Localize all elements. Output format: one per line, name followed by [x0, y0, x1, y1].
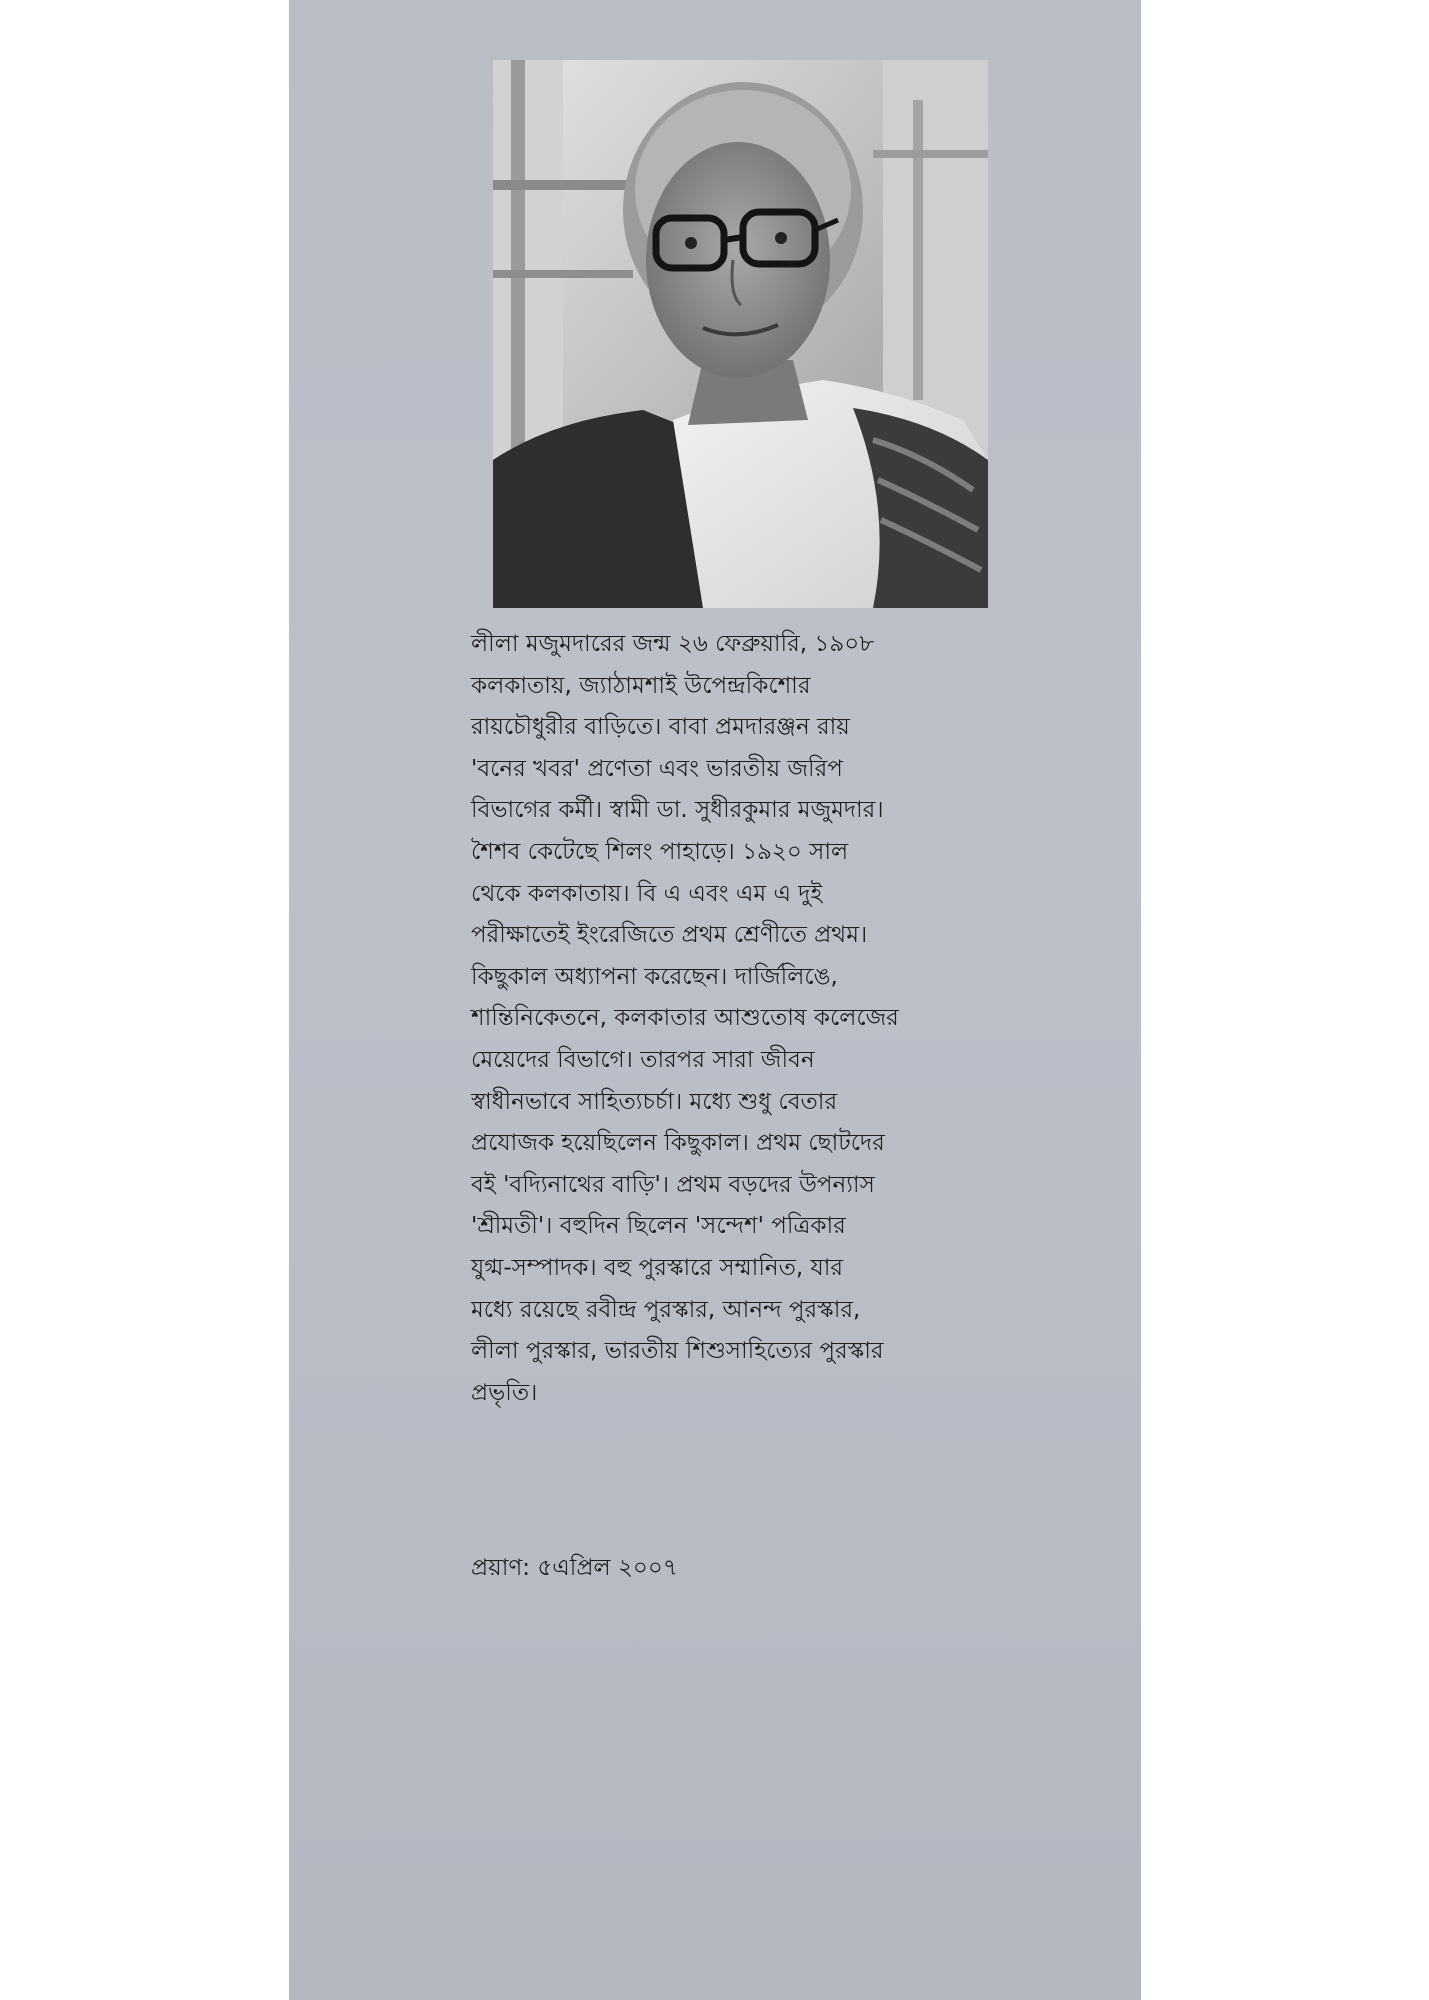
- bio-line: লীলা মজুমদারের জন্ম ২৬ ফেব্রুয়ারি, ১৯০৮: [471, 631, 875, 657]
- bio-line: 'বনের খবর' প্রণেতা এবং ভারতীয় জরিপ: [471, 755, 843, 782]
- bio-line: প্রভৃতি।: [471, 1379, 538, 1406]
- book-jacket-flap: [289, 0, 1141, 2000]
- bio-line: 'শ্রীমতী'। বহুদিন ছিলেন 'সন্দেশ' পত্রিকার: [471, 1213, 846, 1240]
- author-portrait-photo: [493, 60, 988, 608]
- bio-line: মধ্যে রয়েছে রবীন্দ্র পুরস্কার, আনন্দ পুরস্কার,: [471, 1296, 861, 1323]
- bio-line: যুগ্ম-সম্পাদক। বহু পুরস্কারে সম্মানিত, যার: [471, 1254, 844, 1281]
- bio-line: মেয়েদের বিভাগে। তারপর সারা জীবন: [471, 1046, 815, 1073]
- bio-line: লীলা পুরস্কার, ভারতীয় শিশুসাহিত্যের পুরস্কার: [471, 1338, 884, 1365]
- bio-line: কলকাতায়, জ্যাঠামশাই উপেন্দ্রকিশোর: [471, 672, 811, 699]
- bio-line: স্বাধীনভাবে সাহিত্যচর্চা। মধ্যে শুধু বেতার: [471, 1088, 838, 1115]
- author-biography: [471, 624, 1071, 1414]
- bio-line: কিছুকাল অধ্যাপনা করেছেন। দার্জিলিঙে,: [471, 963, 838, 990]
- bio-line: পরীক্ষাতেই ইংরেজিতে প্রথম শ্রেণীতে প্রথম।: [471, 922, 868, 949]
- author-portrait-image: [493, 60, 988, 608]
- bio-line: বিভাগের কর্মী। স্বামী ডা. সুধীরকুমার মজুমদার।: [471, 797, 884, 824]
- death-date-line: প্রয়াণ: ৫এপ্রিল ২০০৭: [471, 1555, 678, 1581]
- bio-line: প্রযোজক হয়েছিলেন কিছুকাল। প্রথম ছোটদের: [471, 1130, 885, 1157]
- bio-line: শৈশব কেটেছে শিলং পাহাড়ে। ১৯২০ সাল: [471, 838, 849, 865]
- bio-line: রায়চৌধুরীর বাড়িতে। বাবা প্রমদারঞ্জন রায়: [471, 714, 850, 741]
- bio-line: বই 'বদ্যিনাথের বাড়ি'। প্রথম বড়দের উপন্যাস: [471, 1171, 875, 1198]
- bio-line: শান্তিনিকেতনে, কলকাতার আশুতোষ কলেজের: [471, 1005, 899, 1032]
- bio-line: থেকে কলকাতায়। বি এ এবং এম এ দুই: [471, 880, 823, 907]
